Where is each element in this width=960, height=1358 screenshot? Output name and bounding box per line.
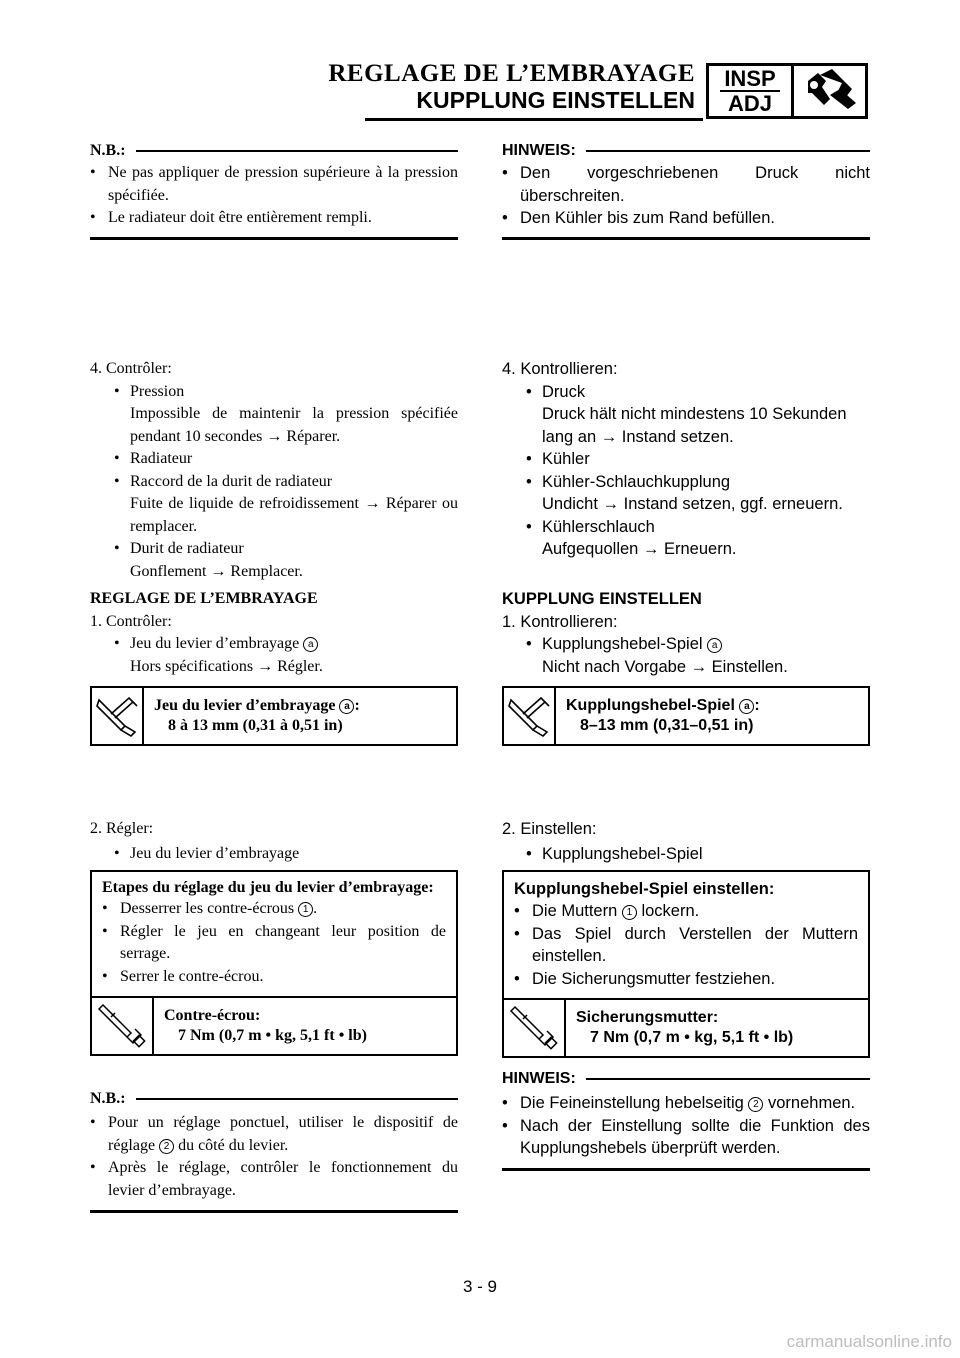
item-text: Nicht nach Vorgabe → Einstellen. — [542, 657, 788, 676]
badge-line-adj: ADJ — [727, 91, 772, 116]
step4-fr — [90, 358, 458, 583]
item-text: Aufgequollen → Erneuern. — [542, 540, 737, 558]
list-item: • Druck — [502, 381, 870, 404]
note-end-rule — [90, 237, 458, 240]
note-fr-1 — [90, 142, 458, 240]
list-item: • Régler le jeu en changeant leur position de serrage. — [102, 921, 446, 966]
item-text-end: vornehmen. — [768, 1094, 856, 1112]
caliper-icon — [92, 688, 144, 744]
torque-wrench-icon — [92, 998, 154, 1054]
note-heading: N.B.: — [90, 1090, 126, 1107]
torque-label: Contre-écrou: — [164, 1007, 261, 1024]
list-item: • Die Sicherungsmutter festziehen. — [514, 968, 858, 991]
note-heading-rule — [136, 1098, 458, 1100]
step-title: 4. Kontrollieren: — [502, 360, 618, 378]
callout-a: a — [303, 637, 318, 652]
item-label: Kupplungshebel-Spiel — [542, 635, 703, 653]
item-label: Jeu du levier d’embrayage — [130, 635, 300, 652]
spec-value: 8–13 mm (0,31–0,51 in) — [580, 717, 754, 734]
list-item — [90, 1112, 458, 1157]
spec-value: 8 à 13 mm (0,31 à 0,51 in) — [168, 717, 343, 734]
spec-suffix: : — [354, 697, 360, 714]
steps-box-fr — [90, 870, 458, 1056]
step-title: 4. Contrôler: — [90, 360, 172, 377]
callout-a: a — [739, 699, 754, 714]
callout-1: 1 — [298, 902, 313, 917]
step-title: 1. Kontrollieren: — [502, 612, 618, 631]
callout-2: 2 — [159, 1139, 174, 1154]
list-item: • Le radiateur doit être entièrement rempli. — [90, 207, 458, 230]
list-item — [502, 633, 870, 656]
spec-box-de — [502, 686, 870, 746]
page-title-fr: REGLAGE DE L’EMBRAYAGE — [328, 60, 695, 87]
page-number: 3 - 9 — [462, 1277, 498, 1296]
note-heading: HINWEIS: — [502, 142, 576, 159]
spec-label-text: Jeu du levier d’embrayage — [154, 697, 336, 714]
step2-de — [502, 818, 870, 865]
caliper-icon — [504, 688, 556, 744]
steps-heading: Kupplungshebel-Spiel einstellen: — [514, 880, 775, 898]
list-item — [502, 1092, 870, 1115]
list-item: • Kühler-Schlauchkupplung — [502, 471, 870, 494]
item-text: Die Feineinstellung hebelseitig — [520, 1094, 744, 1112]
list-item: • Ne pas appliquer de pression supérieure à la pression spécifiée. — [90, 162, 458, 207]
steps-heading: Etapes du réglage du jeu du levier d’embrayage: — [102, 879, 434, 896]
note-end-rule — [90, 1210, 458, 1213]
callout-a: a — [707, 638, 722, 653]
step2-fr — [90, 818, 458, 865]
section-title: KUPPLUNG EINSTELLEN — [502, 590, 702, 608]
note-de-2 — [502, 1070, 870, 1171]
list-item: • Den vorgeschriebenen Druck nicht überschreiten. — [502, 162, 870, 207]
page-title-de: KUPPLUNG EINSTELLEN — [416, 87, 695, 113]
section-de — [502, 588, 870, 678]
list-item: • Nach der Einstellung sollte die Funktion des Kupplungshebels überprüft werden. — [502, 1115, 870, 1160]
item-text: Gonflement → Remplacer. — [130, 562, 303, 580]
list-item: • Pression — [90, 381, 458, 404]
list-item: • Radiateur — [90, 448, 458, 471]
spec-box-fr — [90, 686, 458, 746]
list-item — [90, 633, 458, 656]
list-item — [514, 900, 858, 923]
torque-wrench-icon — [504, 1000, 566, 1056]
note-heading-rule — [586, 150, 870, 152]
item-text: Desserrer les contre-écrous — [120, 900, 295, 917]
item-text: Druck hält nicht mindestens 10 Sekunden lang an → Instand setzen. — [542, 405, 847, 446]
list-item: • Durit de radiateur — [90, 538, 458, 561]
list-item: • Den Kühler bis zum Rand befüllen. — [502, 207, 870, 230]
note-end-rule — [502, 237, 870, 240]
note-heading: HINWEIS: — [502, 1070, 576, 1087]
list-item: • Das Spiel durch Verstellen der Muttern einstellen. — [514, 923, 858, 968]
note-heading: N.B.: — [90, 142, 126, 159]
callout-a: a — [339, 699, 354, 714]
item-text-end: . — [313, 900, 318, 917]
list-item: • Jeu du levier d’embrayage — [90, 843, 458, 866]
item-text: Undicht → Instand setzen, ggf. erneuern. — [542, 495, 843, 513]
list-item: • Raccord de la durit de radiateur — [90, 471, 458, 494]
note-heading-rule — [136, 150, 458, 152]
spec-suffix: : — [754, 697, 760, 714]
steps-box-de — [502, 870, 870, 1058]
callout-1: 1 — [622, 905, 637, 920]
step-title: 2. Régler: — [90, 820, 154, 837]
note-heading-rule — [586, 1078, 870, 1080]
list-item: • Serrer le contre-écrou. — [102, 966, 446, 989]
item-text: Hors spécifications → Régler. — [130, 657, 323, 675]
spec-label — [154, 696, 360, 716]
insp-adj-badge — [706, 63, 868, 119]
spec-label-text: Kupplungshebel-Spiel — [566, 697, 735, 714]
item-text: Pour un réglage ponctuel, utiliser le dispositif de réglage — [108, 1114, 458, 1154]
torque-value: 7 Nm (0,7 m • kg, 5,1 ft • lb) — [590, 1029, 794, 1046]
watermark: carmanualsonline.info — [786, 1332, 952, 1351]
item-text: Die Muttern — [532, 902, 618, 920]
list-item: • Après le réglage, contrôler le fonctionnement du levier d’embrayage. — [90, 1157, 458, 1202]
list-item: • Kupplungshebel-Spiel — [502, 843, 870, 866]
list-item — [102, 898, 446, 921]
note-fr-2 — [90, 1090, 458, 1213]
badge-line-insp: INSP — [720, 67, 779, 92]
item-text-end: du côté du levier. — [178, 1136, 289, 1154]
list-item: • Kühlerschlauch — [502, 516, 870, 539]
item-text-end: lockern. — [641, 902, 700, 920]
torque-value: 7 Nm (0,7 m • kg, 5,1 ft • lb) — [178, 1027, 367, 1044]
list-item: • Kühler — [502, 448, 870, 471]
step4-de — [502, 358, 870, 561]
section-title: REGLAGE DE L’EMBRAYAGE — [90, 590, 318, 607]
item-text: Impossible de maintenir la pression spécifiée pendant 10 secondes → Réparer. — [130, 405, 458, 445]
note-de-1 — [502, 142, 870, 240]
spec-label — [566, 696, 760, 716]
section-fr — [90, 588, 458, 678]
callout-2: 2 — [748, 1097, 763, 1112]
torque-label: Sicherungsmutter: — [576, 1009, 719, 1026]
note-end-rule — [502, 1168, 870, 1171]
step-title: 1. Contrôler: — [90, 612, 172, 630]
header-rule — [365, 118, 703, 121]
step-title: 2. Einstellen: — [502, 820, 597, 838]
item-text: Fuite de liquide de refroidissement → Réparer ou remplacer. — [130, 495, 458, 535]
wrench-tool-icon — [794, 66, 865, 116]
